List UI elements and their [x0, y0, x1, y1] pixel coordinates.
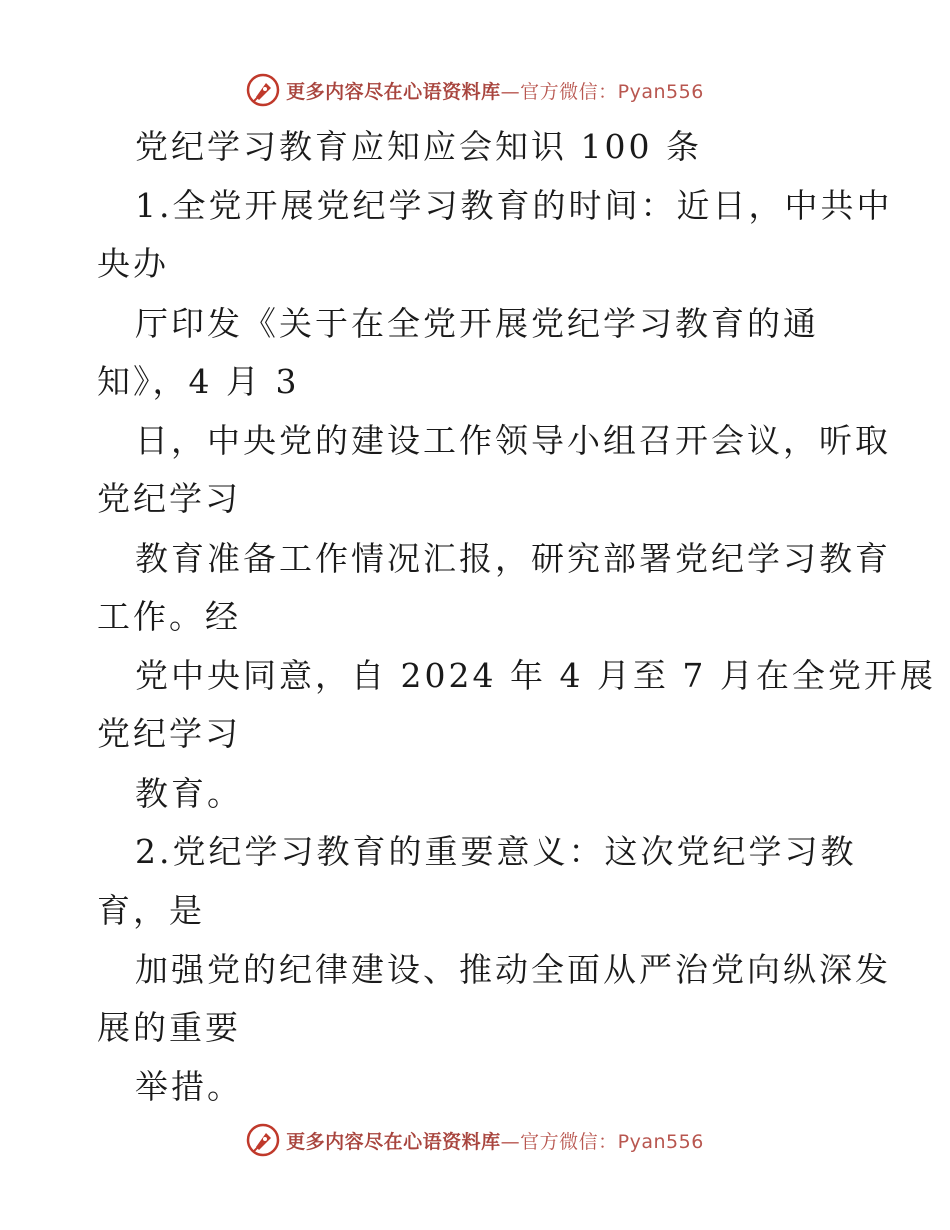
- text-line: 知》，4 月 3: [97, 362, 300, 401]
- banner-text-main: 更多内容尽在心语资料库: [286, 80, 501, 103]
- banner-text-tail: 官方微信：Pyan556: [520, 80, 704, 103]
- banner-text-separator: —: [500, 1130, 521, 1153]
- text-line: 日，中央党的建设工作领导小组召开会议，听取: [135, 421, 891, 460]
- text-line: 工作。经: [97, 597, 241, 636]
- text-line: 教育。: [135, 774, 243, 813]
- banner-text: [286, 77, 704, 104]
- text-line: 1.全党开展党纪学习教育的时间：近日，中共中: [135, 186, 893, 225]
- document-title: 党纪学习教育应知应会知识 100 条: [135, 127, 702, 166]
- banner-text: [286, 1127, 704, 1154]
- text-line: 展的重要: [97, 1008, 241, 1047]
- text-line: 育，是: [97, 891, 205, 930]
- text-line: 厅印发《关于在全党开展党纪学习教育的通: [135, 304, 819, 343]
- pen-nib-icon: [246, 73, 280, 107]
- text-line: 举措。: [135, 1067, 243, 1106]
- text-line: 教育准备工作情况汇报，研究部署党纪学习教育: [135, 539, 891, 578]
- text-line: 央办: [97, 244, 169, 283]
- text-line: 加强党的纪律建设、推动全面从严治党向纵深发: [135, 950, 891, 989]
- text-line: 党中央同意，自 2024 年 4 月至 7 月在全党开展: [135, 656, 936, 695]
- banner-text-tail: 官方微信：Pyan556: [520, 1130, 704, 1153]
- header-banner: [0, 70, 950, 110]
- banner-text-separator: —: [500, 80, 521, 103]
- pen-nib-icon: [246, 1123, 280, 1157]
- text-line: 党纪学习: [97, 714, 241, 753]
- text-line: 党纪学习: [97, 479, 241, 518]
- footer-banner: [0, 1120, 950, 1160]
- text-line: 2.党纪学习教育的重要意义：这次党纪学习教: [135, 832, 857, 871]
- banner-text-main: 更多内容尽在心语资料库: [286, 1130, 501, 1153]
